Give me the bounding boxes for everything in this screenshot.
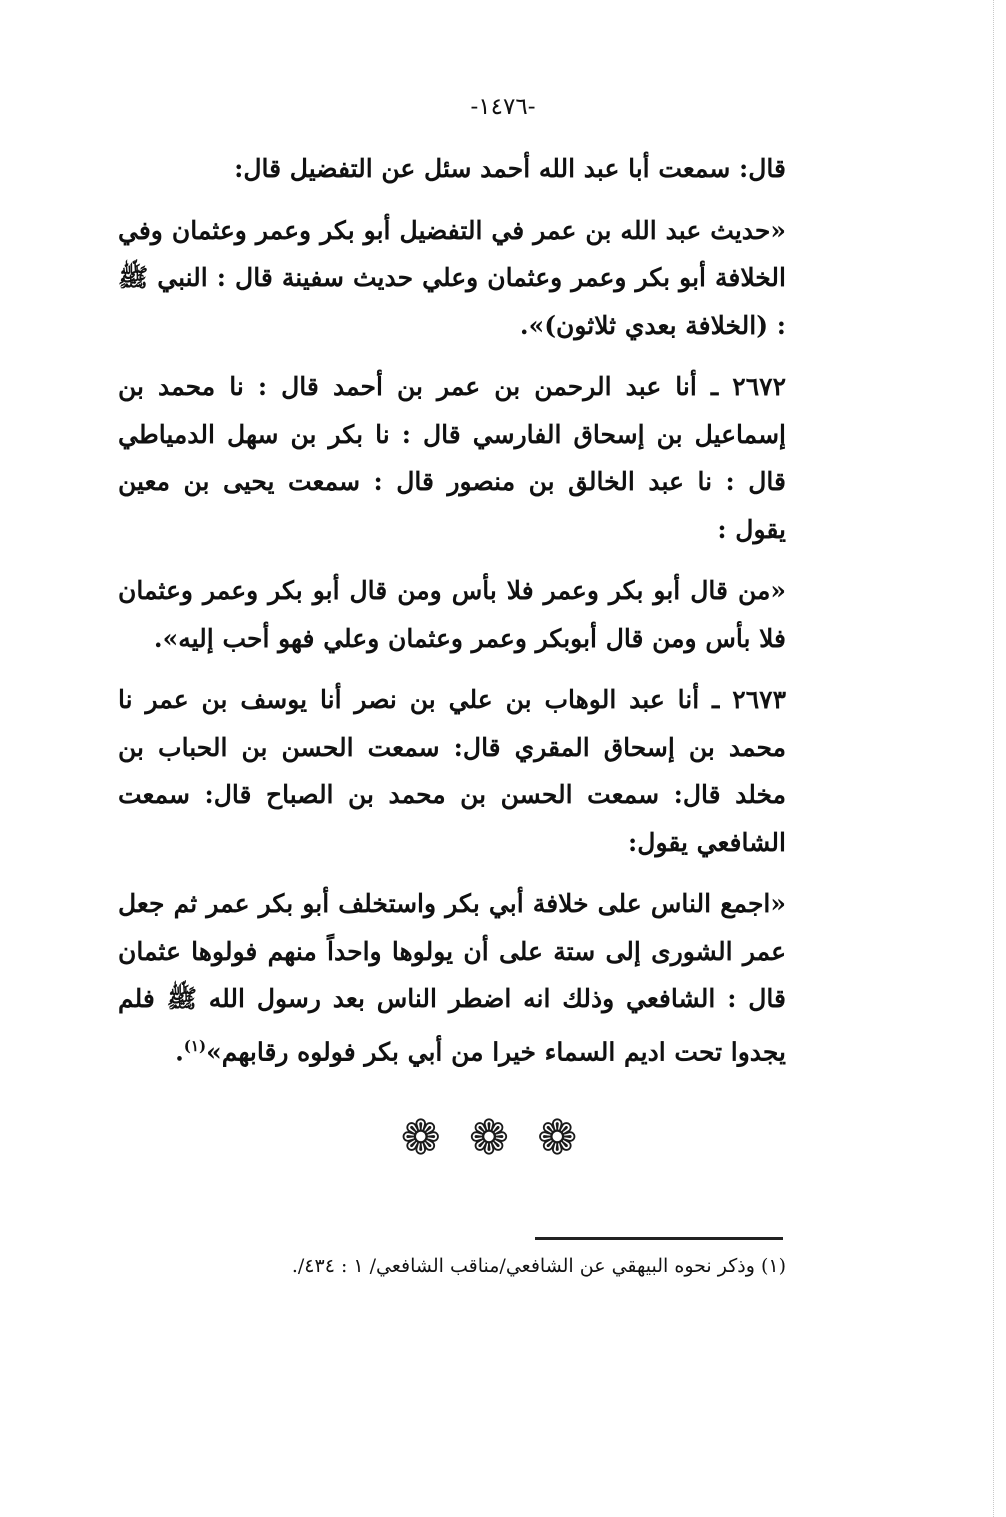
footnote-text: (١) وذكر نحوه البيهقي عن الشافعي/مناقب الشافعي/ ١ : ٤٣٤/. [291, 1255, 786, 1277]
main-text [118, 145, 786, 1089]
paragraph-intro: قال: سمعت أبا عبد الله أحمد سئل عن التفضيل قال: [234, 154, 786, 183]
paragraph-quote-shafii [118, 880, 786, 1075]
page-edge-line [992, 0, 994, 1517]
quote-shafii-text: «اجمع الناس على خلافة أبي بكر واستخلف أبو بكر عمر ثم جعل عمر الشورى إلى ستة على أن يولوها واحداً منهم فولوها عثمان قال : الشافعي وذلك انه اضطر الناس بعد رسول الله ﷺ فلم يجدوا تحت اديم السماء خيرا من أبي بكر فولوه رقابهم» [118, 889, 786, 1066]
footnote-separator [535, 1237, 783, 1240]
paragraph-hadith-tafdil: «حديث عبد الله بن عمر في التفضيل أبو بكر وعمر وعثمان وفي الخلافة أبو بكر وعمر وعثمان وعلي حديث سفينة قال : النبي ﷺ : (الخلافة بعدي ثلاثون)». [118, 215, 786, 340]
quote-shafii-end: . [175, 1036, 184, 1066]
flower-ornament-icon: ❁ [537, 1110, 606, 1166]
footnote-marker: (١) [183, 1036, 207, 1055]
section-divider-ornaments [0, 1110, 1006, 1166]
flower-ornament-icon: ❁ [400, 1110, 469, 1166]
flower-ornament-icon: ❁ [468, 1110, 538, 1166]
paragraph-narration-2673: ٢٦٧٣ ـ أنا عبد الوهاب بن علي بن نصر أنا يوسف بن عمر نا محمد بن إسحاق المقري قال: سمعت الحسن بن الحباب بن مخلد قال: سمعت الحسن بن محمد بن الصباح قال: سمعت الشافعي يقول: [118, 685, 786, 857]
paragraph-narration-2672: ٢٦٧٢ ـ أنا عبد الرحمن بن عمر بن أحمد قال : نا محمد بن إسماعيل بن إسحاق الفارسي قال : نا بكر بن سهل الدمياطي قال : نا عبد الخالق بن منصور قال : سمعت يحيى بن معين يقول : [118, 372, 786, 544]
paragraph-quote-ibn-maeen: «من قال أبو بكر وعمر فلا بأس ومن قال أبو بكر وعمر وعثمان فلا بأس ومن قال أبوبكر وعمر وعثمان وعلي فهو أحب إليه». [118, 576, 786, 653]
page-number: -١٤٧٦- [470, 94, 536, 120]
